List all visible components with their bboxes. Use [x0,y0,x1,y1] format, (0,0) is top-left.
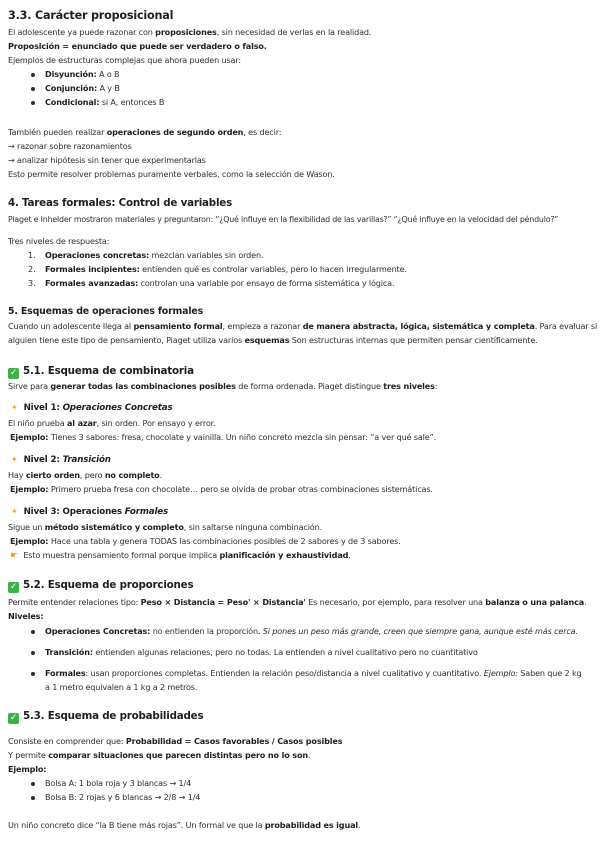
s33-paragraph-2: También pueden realizar operaciones de segundo orden, es decir: [8,127,282,137]
s4-list-item: Formales incipientes: entienden qué es controlar variables, pero lo hacen irregularmente. [45,264,407,274]
s33-arrow-line: → razonar sobre razonamientos [8,141,132,151]
s53-paragraph-2: Y permite comparar situaciones que parecen distintas pero no lo son. [8,750,311,760]
level-3-line-1: Sigue un método sistemático y completo, sin saltarse ninguna combinación. [8,522,323,532]
s52-list-item: Formales: usan proporciones completas. Entienden la relación peso/distancia a nivel cualitativo y cuantitativo. Ejemplo: Saben que 2 kg [45,668,582,678]
s53-list-item: Bolsa A: 1 bola roja y 3 blancas → 1/4 [45,778,192,788]
s33-definition: Proposición = enunciado que puede ser verdadero o falso. [8,41,267,51]
bullet [31,101,35,105]
list-number: 3. [28,278,36,288]
s52-paragraph-1: Permite entender relaciones tipo: Peso × Distancia = Peso' × Distancia' Es necesario, por ejemplo, para resolver una balanza o una palanca. [8,597,587,607]
check-mark-icon: ✓ [9,582,18,592]
level-1-heading: ✦ Nivel 1: Operaciones Concretas [11,403,173,413]
check-mark-icon: ✓ [9,368,18,378]
s5-paragraph-line-1: Cuando un adolescente llega al pensamiento formal, empieza a razonar de manera abstracta, lógica, sistemática y completa. Para evaluar si [8,321,598,331]
section-4-title: 4. Tareas formales: Control de variables [8,197,233,209]
section-5-3-title: ✓ 5.3. Esquema de probabilidades [9,710,204,723]
s33-paragraph-1: El adolescente ya puede razonar con proposiciones, sin necesidad de verlas en la realidad. [8,27,372,37]
s52-levels-label: Niveles: [8,611,44,621]
level-2-heading: ✦ Nivel 2: Transición [11,455,111,465]
s53-list-item: Bolsa B: 2 rojas y 6 blancas → 2/8 → 1/4 [45,792,201,802]
s53-conclusion: Un niño concreto dice “la B tiene más rojas”. Un formal ve que la probabilidad es igual. [8,820,361,830]
level-2-line-1: Hay cierto orden, pero no completo. [8,470,163,480]
bullet [31,87,35,91]
s33-arrow-line: → analizar hipótesis sin tener que experimentarlas [8,155,206,165]
bullet [31,630,35,634]
pointing-hand-icon: ☛ [10,551,18,561]
s33-paragraph-3: Esto permite resolver problemas puramente verbales, como la selección de Wason. [8,169,335,179]
section-3-3-title: 3.3. Carácter proposicional [8,9,174,22]
section-5-1-title: ✓ 5.1. Esquema de combinatoria [9,365,194,378]
bullet [31,796,35,800]
diamond-icon: ✦ [11,403,18,412]
s53-example-label: Ejemplo: [8,764,47,774]
level-1-line-1: El niño prueba al azar, sin orden. Por ensayo y error. [8,418,216,428]
diamond-icon: ✦ [11,507,18,516]
s52-list-item-continuation: a 1 metro equivalen a 1 kg a 2 metros. [45,682,198,692]
level-1-example: Ejemplo: Tienes 3 sabores: fresa, chocolate y vainilla. Un niño concreto mezcla sin pensar: “a ver qué sale”. [10,432,437,442]
list-number: 1. [28,250,36,260]
s51-paragraph-1: Sirve para generar todas las combinaciones posibles de forma ordenada. Piaget distingue tres niveles: [8,381,438,391]
diamond-icon: ✦ [11,455,18,464]
s52-list-item: Operaciones Concretas: no entienden la proporción. Si pones un peso más grande, creen que siempre gana, aunque esté más cerca. [45,626,578,636]
section-5-title: 5. Esquemas de operaciones formales [8,306,204,317]
s4-list-item: Operaciones concretas: mezclan variables sin orden. [45,250,264,260]
s33-list-item: Condicional: si A, entonces B [45,97,165,107]
s52-list-item: Transición: entienden algunas relaciones, pero no todas. La entienden a nivel cualitativo pero no cuantitativo [45,647,478,657]
bullet [31,672,35,676]
s33-list-item: Disyunción: A o B [45,69,120,79]
check-mark-icon: ✓ [9,713,18,723]
s4-list-item: Formales avanzadas: controlan una variable por ensayo de forma sistemática y lógica. [45,278,395,288]
s5-paragraph-line-2: alguien tiene este tipo de pensamiento, Piaget utiliza varios esquemas Son estructuras internas que permiten pensar científicamente. [8,335,538,345]
s33-list-item: Conjunción: A y B [45,83,120,93]
bullet [31,782,35,786]
level-3-note: ☛ Esto muestra pensamiento formal porque implica planificación y exhaustividad. [10,550,351,561]
level-3-heading: ✦ Nivel 3: Operaciones Formales [11,507,169,517]
bullet [31,73,35,77]
s4-paragraph-2: Tres niveles de respuesta: [8,236,110,246]
s53-paragraph-1: Consiste en comprender que: Probabilidad = Casos favorables / Casos posibles [8,736,343,746]
level-2-example: Ejemplo: Primero prueba fresa con chocolate… pero se olvida de probar otras combinaciones sistemáticas. [10,484,433,494]
bullet [31,651,35,655]
s4-paragraph-1: Piaget e Inhelder mostraron materiales y preguntaron: “¿Qué influye en la flexibilidad de las varillas?” “¿Qué influye en la velocidad del péndulo?” [8,215,559,224]
level-3-example: Ejemplo: Hace una tabla y genera TODAS las combinaciones posibles de 2 sabores y de 3 sabores. [10,536,401,546]
list-number: 2. [28,264,36,274]
s33-examples-intro: Ejemplos de estructuras complejas que ahora pueden usar: [8,55,241,65]
section-5-2-title: ✓ 5.2. Esquema de proporciones [9,579,194,592]
